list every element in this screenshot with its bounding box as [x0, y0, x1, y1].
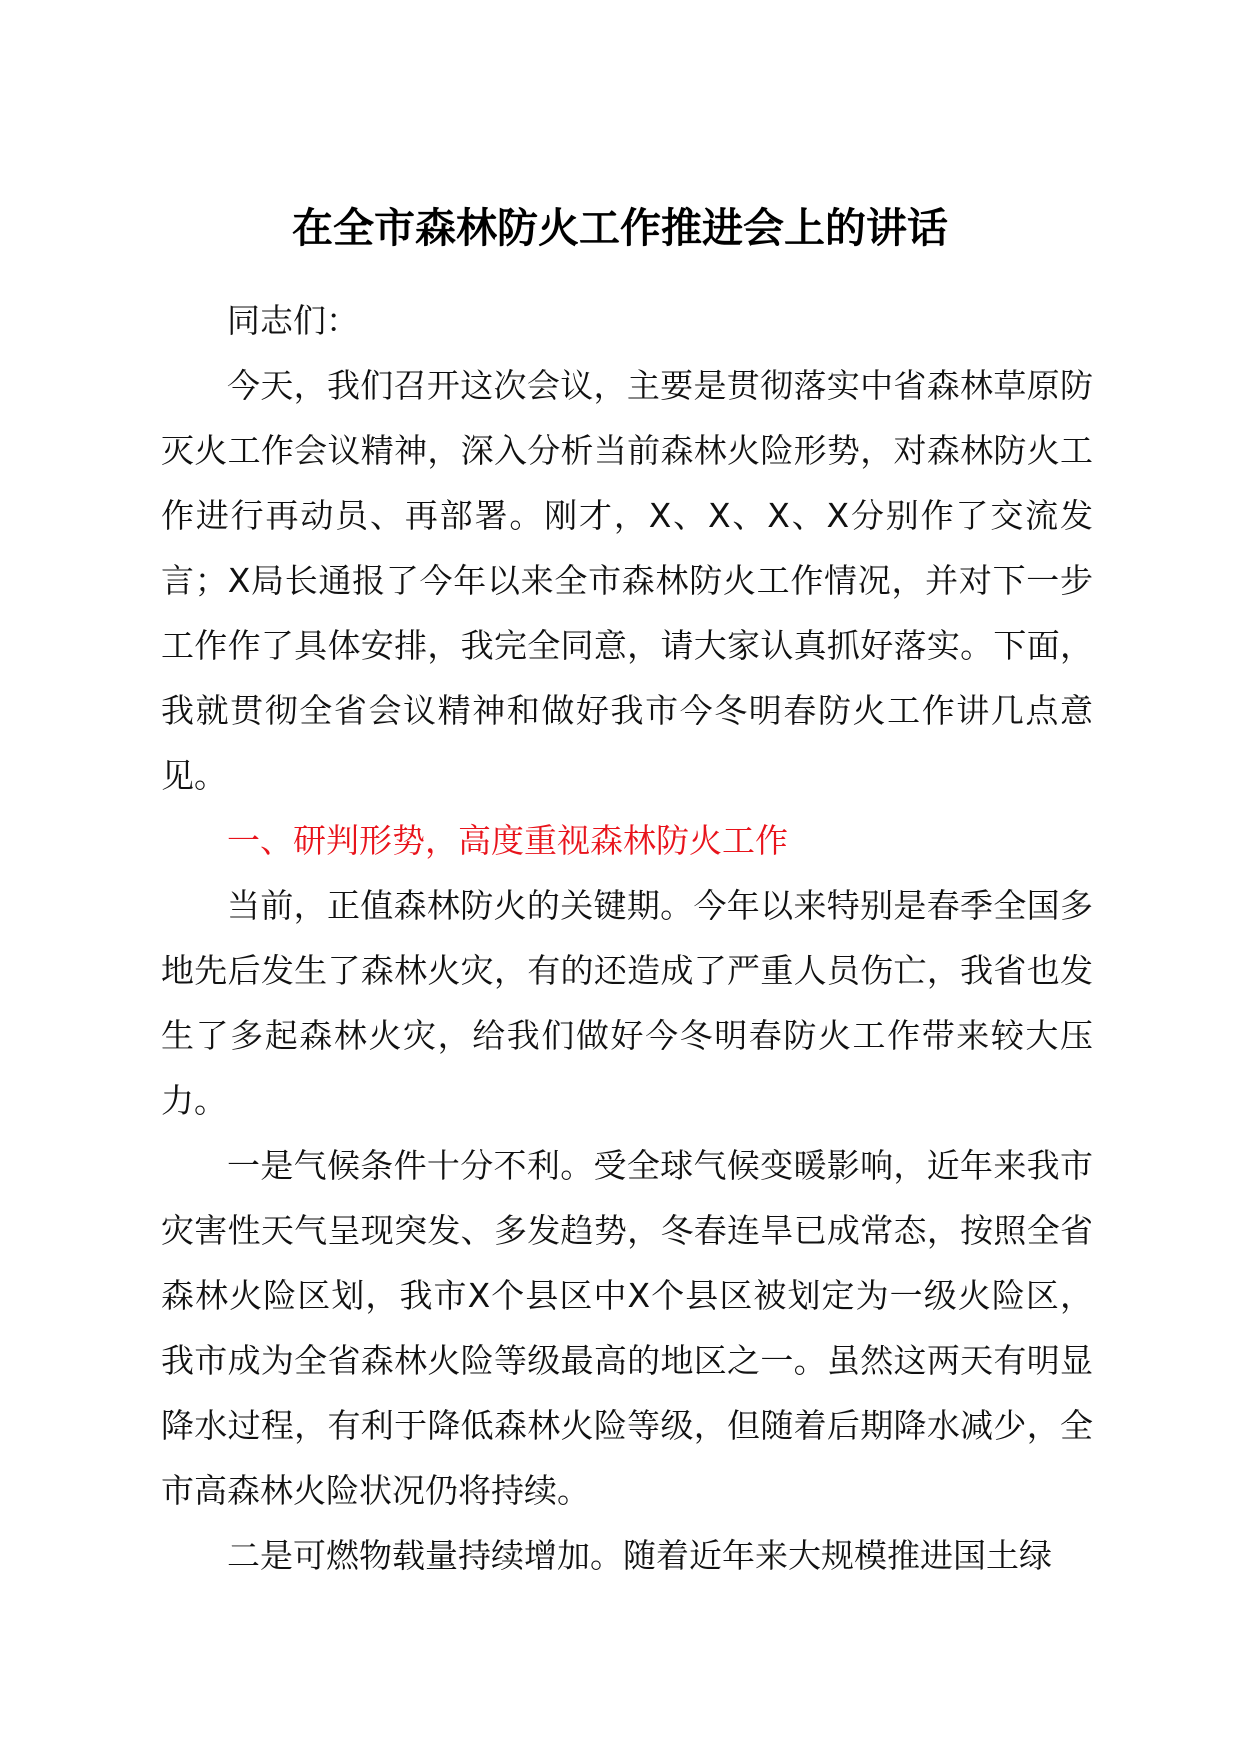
section-paragraph-1: 当前，正值森林防火的关键期。今年以来特别是春季全国多地先后发生了森林火灾，有的还造成了严重人员伤亡，我省也发生了多起森林火灾，给我们做好今冬明春防火工作带来较大压力。	[161, 886, 1093, 1120]
section-paragraph-2: 一是气候条件十分不利。受全球气候变暖影响，近年来我市灾害性天气呈现突发、多发趋势，冬春连旱已成常态，按照全省森林火险区划，我市X个县区中X个县区被划定为一级火险区，我市成为全省森林火险等级最高的地区之一。虽然这两天有明显降水过程，有利于降低森林火险等级，但随着后期降水减少，全市高森林火险状况仍将持续。	[161, 1146, 1093, 1510]
salutation: 同志们：	[227, 301, 359, 340]
intro-paragraph: 今天，我们召开这次会议，主要是贯彻落实中省森林草原防灭火工作会议精神，深入分析当前森林火险形势，对森林防火工作进行再动员、再部署。刚才，X、X、X、X分别作了交流发言；X局长通报了今年以来全市森林防火工作情况，并对下一步工作作了具体安排，我完全同意，请大家认真抓好落实。下面，我就贯彻全省会议精神和做好我市今冬明春防火工作讲几点意见。	[161, 366, 1093, 795]
document-title: 在全市森林防火工作推进会上的讲话	[292, 204, 948, 252]
section-paragraph-3: 二是可燃物载量持续增加。随着近年来大规模推进国土绿	[227, 1536, 1052, 1575]
document-body	[161, 288, 1093, 1588]
section-heading: 一、研判形势，高度重视森林防火工作	[227, 821, 788, 860]
